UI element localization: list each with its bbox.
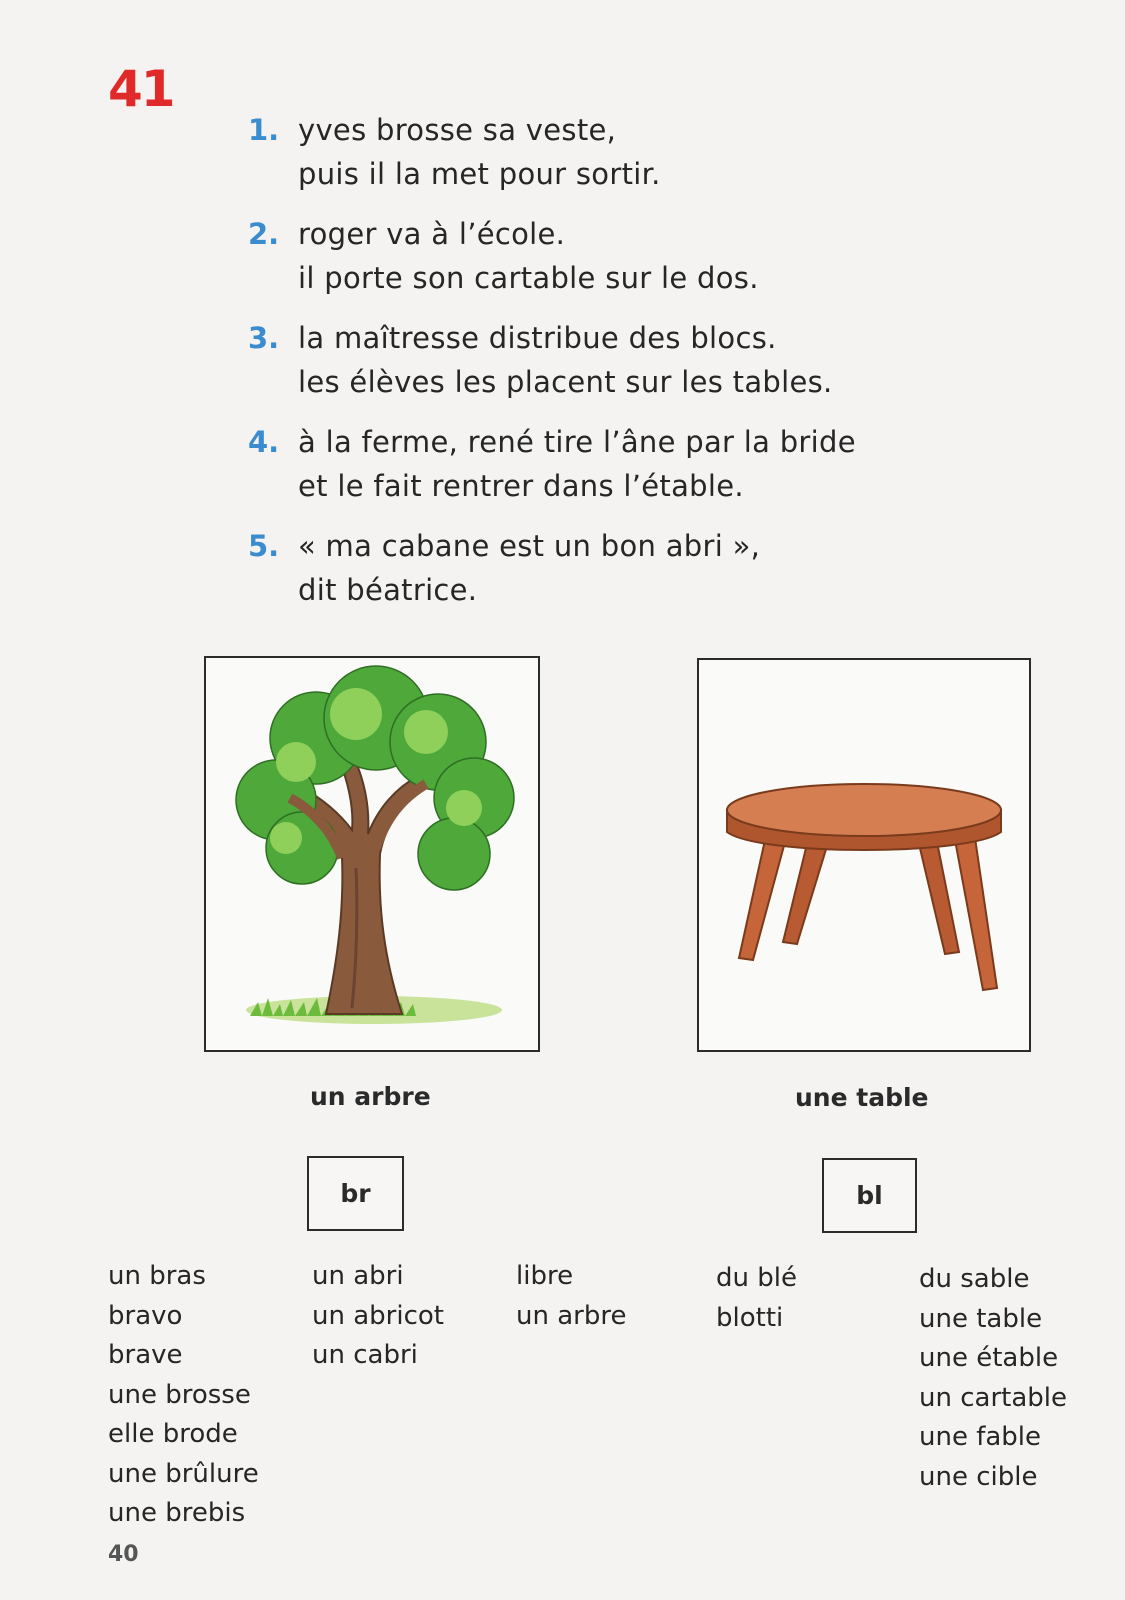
page-number: 40: [108, 1542, 139, 1567]
sentence-number: 4.: [248, 425, 280, 459]
sentence-line: puis il la met pour sortir.: [298, 157, 661, 191]
sentence-line: à la ferme, rené tire l’âne par la bride: [298, 425, 856, 459]
sentence-line: dit béatrice.: [298, 573, 478, 607]
word: bravo: [108, 1300, 183, 1331]
sentence-line: la maîtresse distribue des blocs.: [298, 321, 777, 355]
sentence-number: 2.: [248, 217, 280, 251]
sentence-line: roger va à l’école.: [298, 217, 566, 251]
word-column-2: [312, 1257, 444, 1376]
word: une brûlure: [108, 1458, 259, 1489]
word: du sable: [919, 1264, 1030, 1294]
word: une fable: [919, 1422, 1042, 1452]
sentence-number: 5.: [248, 529, 280, 563]
tree-caption: un arbre: [310, 1082, 431, 1111]
sound-box-bl: bl: [822, 1158, 917, 1233]
sentence-line: yves brosse sa veste,: [298, 113, 617, 147]
word: une table: [919, 1303, 1043, 1334]
word: un cabri: [312, 1340, 418, 1370]
word: blotti: [716, 1302, 784, 1333]
word: un arbre: [516, 1300, 627, 1331]
lesson-number: 41: [108, 60, 174, 118]
word: du blé: [716, 1263, 797, 1293]
word: un abricot: [312, 1300, 444, 1331]
sentence-line: il porte son cartable sur le dos.: [298, 261, 759, 295]
sentence-number: 3.: [248, 321, 280, 355]
tree-icon: [206, 658, 538, 1050]
tree-picture-frame: [204, 656, 540, 1052]
word: libre: [516, 1261, 574, 1291]
sound-box-br: br: [307, 1156, 404, 1231]
sentence-line: les élèves les placent sur les tables.: [298, 365, 833, 399]
word: un abri: [312, 1261, 404, 1291]
word-column-4: [716, 1259, 797, 1338]
word: une cible: [919, 1461, 1038, 1492]
word: une étable: [919, 1343, 1059, 1373]
table-caption: une table: [795, 1083, 929, 1112]
stool-table-icon: [699, 660, 1029, 1050]
word-column-1: [108, 1257, 259, 1534]
word: un cartable: [919, 1382, 1067, 1413]
word: un bras: [108, 1261, 206, 1291]
word: une brosse: [108, 1379, 251, 1410]
word: brave: [108, 1340, 183, 1370]
word-column-3: [516, 1257, 626, 1336]
sentence-line: « ma cabane est un bon abri »,: [298, 529, 761, 563]
word-column-5: [919, 1260, 1067, 1497]
word: une brebis: [108, 1498, 246, 1528]
word: elle brode: [108, 1419, 238, 1449]
sentence-number: 1.: [248, 113, 280, 147]
sentence-line: et le fait rentrer dans l’étable.: [298, 469, 744, 503]
table-picture-frame: [697, 658, 1031, 1052]
